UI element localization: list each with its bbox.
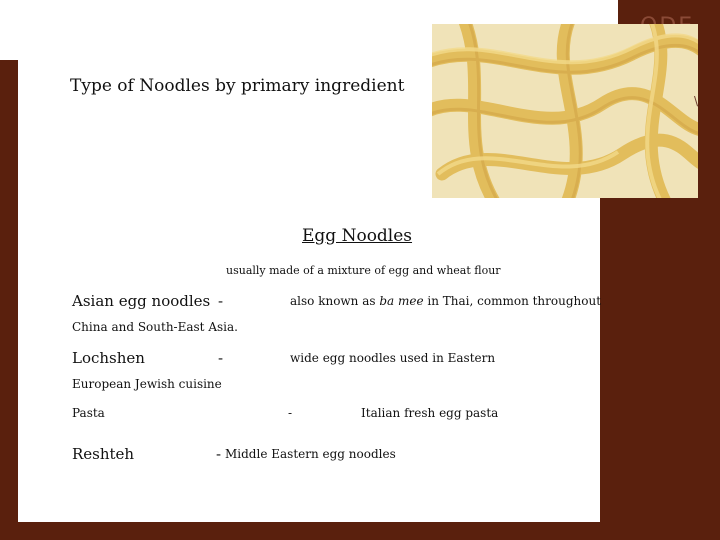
row-name-asian: Asian egg noodles bbox=[72, 292, 211, 310]
row-dash-reshteh: - bbox=[216, 445, 222, 463]
egg-noodles-photo bbox=[432, 24, 698, 198]
row-name-lochshen: Lochshen bbox=[72, 349, 145, 367]
row-name-reshteh: Reshteh bbox=[72, 445, 135, 463]
row-dash-asian: - bbox=[218, 292, 224, 310]
row-cont-lochshen: European Jewish cuisine bbox=[72, 377, 222, 391]
row-desc-reshteh: Middle Eastern egg noodles bbox=[225, 447, 396, 461]
section-subtitle: usually made of a mixture of egg and wheat flour bbox=[226, 264, 501, 277]
row-cont-asian: China and South-East Asia. bbox=[72, 320, 238, 334]
noodles-illustration bbox=[432, 24, 698, 198]
row-desc-asian-post: in Thai, common throughout bbox=[423, 294, 602, 308]
row-name-pasta: Pasta bbox=[72, 406, 105, 420]
row-desc-asian-pre: also known as bbox=[290, 294, 380, 308]
row-desc-asian bbox=[290, 294, 601, 308]
corner-arrow-icon: \ bbox=[694, 94, 699, 108]
row-desc-lochshen: wide egg noodles used in Eastern bbox=[290, 351, 496, 365]
section-title: Egg Noodles bbox=[302, 226, 413, 246]
row-dash-lochshen: - bbox=[218, 349, 224, 367]
row-desc-pasta: Italian fresh egg pasta bbox=[361, 406, 499, 420]
slide-title: Type of Noodles by primary ingredient bbox=[70, 76, 405, 96]
row-dash-pasta: - bbox=[288, 406, 293, 420]
row-desc-asian-em: ba mee bbox=[379, 294, 424, 308]
